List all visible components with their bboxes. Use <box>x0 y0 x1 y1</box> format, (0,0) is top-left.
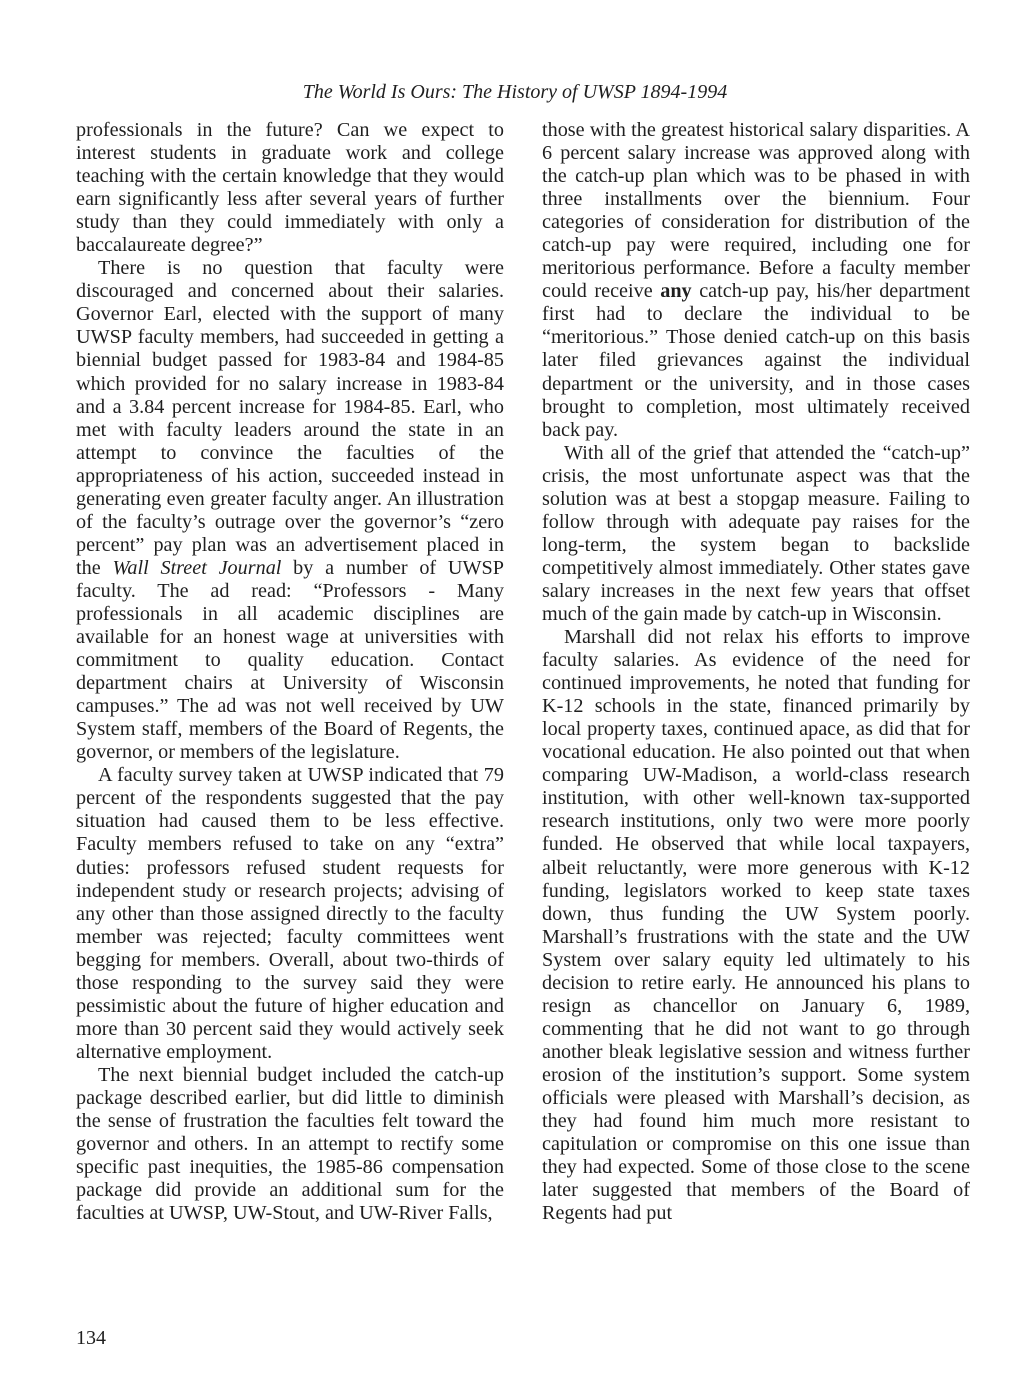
emphasized-word: any <box>660 280 692 303</box>
text-run: catch-up pay, his/her department first had to declare the individual to be “meritorious.” Those denied catch-up on this basis later filed grievances against the individual department or the university, and in those cases brought to completion, most ultimately received back pay. <box>542 280 970 441</box>
running-header: The World Is Ours: The History of UWSP 1894-1994 <box>302 81 728 103</box>
page-number: 134 <box>76 1327 106 1349</box>
right-column <box>542 119 970 1225</box>
paragraph-faculty-survey: A faculty survey taken at UWSP indicated that 79 percent of the respondents suggested that the pay situation had caused them to be less effective. Faculty members refused to take on any “extra” duties: professors refused student requests for independent study or research projects; advising of any other than those assigned directly to the faculty member was rejected; faculty committees went begging for members. Overall, about two-thirds of those responding to the survey said they were pessimistic about the future of higher education and more than 30 percent said they would actively seek alternative employment. <box>76 764 504 1063</box>
left-column <box>76 119 504 1225</box>
publication-title: Wall Street Journal <box>112 556 282 579</box>
paragraph-biennial-budget: The next biennial budget included the catch-up package described earlier, but did little to diminish the sense of frustration the faculties felt toward the governor and others. In an attempt to rectify some specific past inequities, the 1985-86 compensation package did provide an additional sum for the faculties at UWSP, UW-Stout, and UW-River Falls, <box>76 1063 504 1225</box>
paragraph-continued: professionals in the future? Can we expect to interest students in graduate work and college teaching with the certain knowledge that they would earn significantly less after several years of further study than they could immediately with only a baccalaureate degree?” <box>76 119 504 257</box>
text-run: There is no question that faculty were discouraged and concerned about their salaries. Governor Earl, elected with the support of many UWSP faculty members, had succeeded in getting a biennial budget passed for 1983-84 and 1984-85 which provided for no salary increase in 1983-84 and a 3.84 percent increase for 1984-85. Earl, who met with faculty leaders around the state in an attempt to convince the faculties of the appropriateness of his action, succeeded instead in generating even greater faculty anger. An illustration of the faculty’s outrage over the governor’s “zero percent” pay plan was an advertisement placed in the <box>76 257 504 579</box>
paragraph-marshall: Marshall did not relax his efforts to improve faculty salaries. As evidence of the need for continued improvements, he noted that funding for K-12 schools in the state, financed primarily by local property taxes, continued apace, as did that for vocational education. He also pointed out that when comparing UW-Madison, a world-class research institution, with other well-known tax-supported research institutions, only two were more poorly funded. He observed that while local taxpayers, albeit reluctantly, were more generous with K-12 funding, legislators worked to keep state taxes down, thus funding the UW System poorly. Marshall’s frustrations with the state and the UW System over salary equity led ultimately to his decision to retire early. He announced his plans to resign as chancellor on January 6, 1989, commenting that he did not want to go through another bleak legislative session and witness further erosion of the institution’s support. Some system officials were pleased with Marshall’s decision, as they had found him much more resistant to capitulation or compromise on this one issue than they had expected. Some of those close to the scene later suggested that members of the Board of Regents had put <box>542 626 970 1225</box>
paragraph-catch-up-plan <box>542 119 970 442</box>
paragraph-faculty-salaries <box>76 257 504 764</box>
paragraph-catch-up-crisis: With all of the grief that attended the “catch-up” crisis, the most unfortunate aspect was that the solution was at best a stopgap measure. Failing to follow through with adequate pay raises for the long-term, the system began to backslide competitively almost immediately. Other states gave salary increases in the next few years that offset much of the gain made by catch-up in Wisconsin. <box>542 441 970 625</box>
text-run: by a number of UWSP faculty. The ad read: “Professors - Many professionals in all academic disciplines are available for an honest wage at universities with commitment to quality education. Contact department chairs at University of Wisconsin campuses.” The ad was not well received by UW System staff, members of the Board of Regents, the governor, or members of the legislature. <box>76 556 504 764</box>
text-run: those with the greatest historical salary disparities. A 6 percent salary increase was approved along with the catch-up plan which was to be phased in with three installments over the biennium. Four categories of consideration for distribution of the catch-up pay were required, including one for meritorious performance. Before a faculty member could receive <box>542 119 970 303</box>
